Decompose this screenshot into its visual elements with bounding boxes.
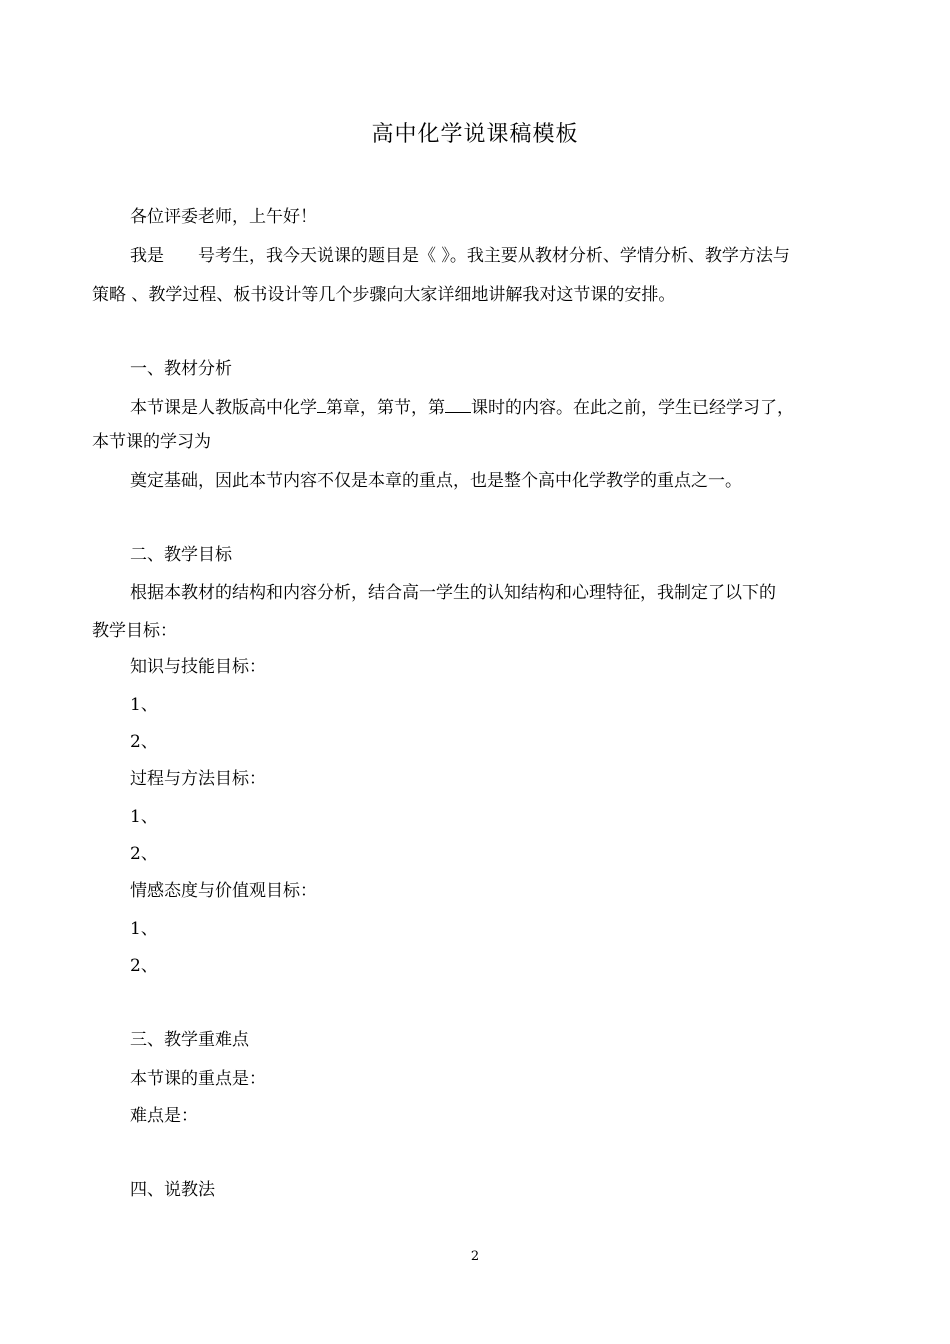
section-1-paragraph-1-line-1 xyxy=(130,394,794,422)
knowledge-goal-item-1: 1、 xyxy=(130,695,158,715)
section-3-heading: 三、教学重难点 xyxy=(130,1030,249,1050)
section-1-paragraph-2: 奠定基础，因此本节内容不仅是本章的重点，也是整个高中化学教学的重点之一。 xyxy=(130,471,742,491)
section-4-heading: 四、说教法 xyxy=(130,1180,215,1200)
process-goal-item-2: 2、 xyxy=(130,844,158,864)
intro-line-1 xyxy=(130,242,790,270)
intro-line-2: 策略 、教学过程、板书设计等几个步骤向大家详细地讲解我对这节课的安排。 xyxy=(92,285,676,305)
section-2-heading: 二、教学目标 xyxy=(130,545,232,565)
emotion-goal-label: 情感态度与价值观目标： xyxy=(130,881,317,901)
lesson-blank xyxy=(445,394,471,413)
section-1-text-part-2: 第章，第节，第 xyxy=(326,398,445,418)
process-goal-item-1: 1、 xyxy=(130,807,158,827)
section-1-text-part-3: 课时的内容。在此之前，学生已经学习了， xyxy=(471,398,794,418)
greeting: 各位评委老师，上午好！ xyxy=(130,207,317,227)
section-2-paragraph-line-1: 根据本教材的结构和内容分析，结合高一学生的认知结构和心理特征，我制定了以下的 xyxy=(130,583,776,603)
emotion-goal-item-2: 2、 xyxy=(130,956,158,976)
section-1-heading: 一、教材分析 xyxy=(130,359,232,379)
section-1-text-part-1: 本节课是人教版高中化学 xyxy=(130,398,317,418)
emotion-goal-item-1: 1、 xyxy=(130,919,158,939)
book-blank xyxy=(317,394,326,413)
process-goal-label: 过程与方法目标： xyxy=(130,769,266,789)
difficult-point: 难点是： xyxy=(130,1106,198,1126)
knowledge-goal-label: 知识与技能目标： xyxy=(130,657,266,677)
knowledge-goal-item-2: 2、 xyxy=(130,732,158,752)
page-number: 2 xyxy=(470,1249,480,1264)
key-point: 本节课的重点是： xyxy=(130,1069,266,1089)
document-title: 高中化学说课稿模板 xyxy=(371,122,579,147)
section-1-paragraph-1-line-2: 本节课的学习为 xyxy=(92,432,211,452)
intro-text-part-2: 号考生，我今天说课的题目是《 》。我主要从教材分析、学情分析、教学方法与 xyxy=(198,246,790,266)
section-2-paragraph-line-2: 教学目标： xyxy=(92,621,177,641)
intro-text-part-1: 我是 xyxy=(130,246,164,266)
